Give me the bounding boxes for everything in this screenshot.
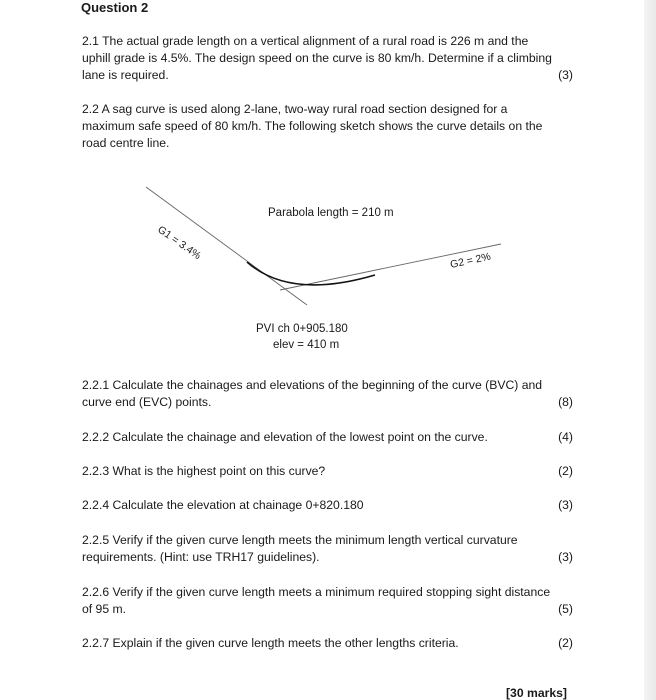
subq-line2: requirements. (Hint: use TRH17 guidelines). (82, 550, 320, 564)
subq-marks: (5) (558, 602, 573, 616)
pvi-chainage-label: PVI ch 0+905.180 (256, 323, 348, 335)
pvi-elevation-label: elev = 410 m (273, 339, 340, 351)
subq-line2: curve end (EVC) points. (82, 395, 212, 409)
subq-line1: 2.2.6 Verify if the given curve length meets a minimum required stopping sight distance (82, 585, 551, 599)
subquestion-2-2-1 (82, 377, 573, 411)
subq-line1: 2.2.2 Calculate the chainage and elevation of the lowest point on the curve. (82, 430, 488, 444)
q21-marks: (3) (558, 68, 573, 82)
q21-line2: uphill grade is 4.5%. The design speed on the curve is 80 km/h. Determine if a climbing (82, 51, 552, 65)
subq-marks: (3) (558, 498, 573, 512)
grade-line-g1 (146, 187, 307, 305)
q22-line2: maximum safe speed of 80 km/h. The following sketch shows the curve details on the (82, 119, 543, 133)
subq-marks: (8) (558, 395, 573, 409)
subquestion-2-2-2 (82, 429, 573, 446)
parabola-length-label: Parabola length = 210 m (268, 207, 394, 219)
subq-marks: (3) (558, 550, 573, 564)
q21-line3: lane is required. (82, 68, 169, 82)
subq-line2: of 95 m. (82, 602, 127, 616)
subquestion-2-2-3 (82, 463, 573, 480)
q22-line3: road centre line. (82, 136, 170, 150)
g1-label: G1 = 3.4% (155, 223, 204, 263)
subq-line1: 2.2.4 Calculate the elevation at chainage 0+820.180 (82, 498, 364, 512)
subq-line1: 2.2.3 What is the highest point on this curve? (82, 464, 326, 478)
subquestion-2-2-4 (82, 497, 573, 514)
subq-line1: 2.2.7 Explain if the given curve length meets the other lengths criteria. (82, 636, 459, 650)
subq-line1: 2.2.1 Calculate the chainages and elevations of the beginning of the curve (BVC) and (82, 378, 543, 392)
subq-marks: (4) (558, 430, 573, 444)
question-heading: Question 2 (81, 0, 149, 15)
g2-label: G2 = 2% (449, 250, 492, 271)
subq-marks: (2) (558, 636, 573, 650)
subq-marks: (2) (558, 464, 573, 478)
parabola-curve (247, 262, 375, 285)
total-marks: [30 marks] (506, 686, 567, 700)
subq-line1: 2.2.5 Verify if the given curve length meets the minimum length vertical curvature (82, 533, 518, 547)
q22-line1: 2.2 A sag curve is used along 2-lane, two-way rural road section designed for a (82, 102, 508, 116)
subquestion-2-2-7 (82, 635, 573, 652)
q21-line1: 2.1 The actual grade length on a vertical alignment of a rural road is 226 m and the (82, 34, 529, 48)
subquestion-2-2-6 (82, 584, 573, 618)
subquestion-2-2-5 (82, 532, 573, 566)
